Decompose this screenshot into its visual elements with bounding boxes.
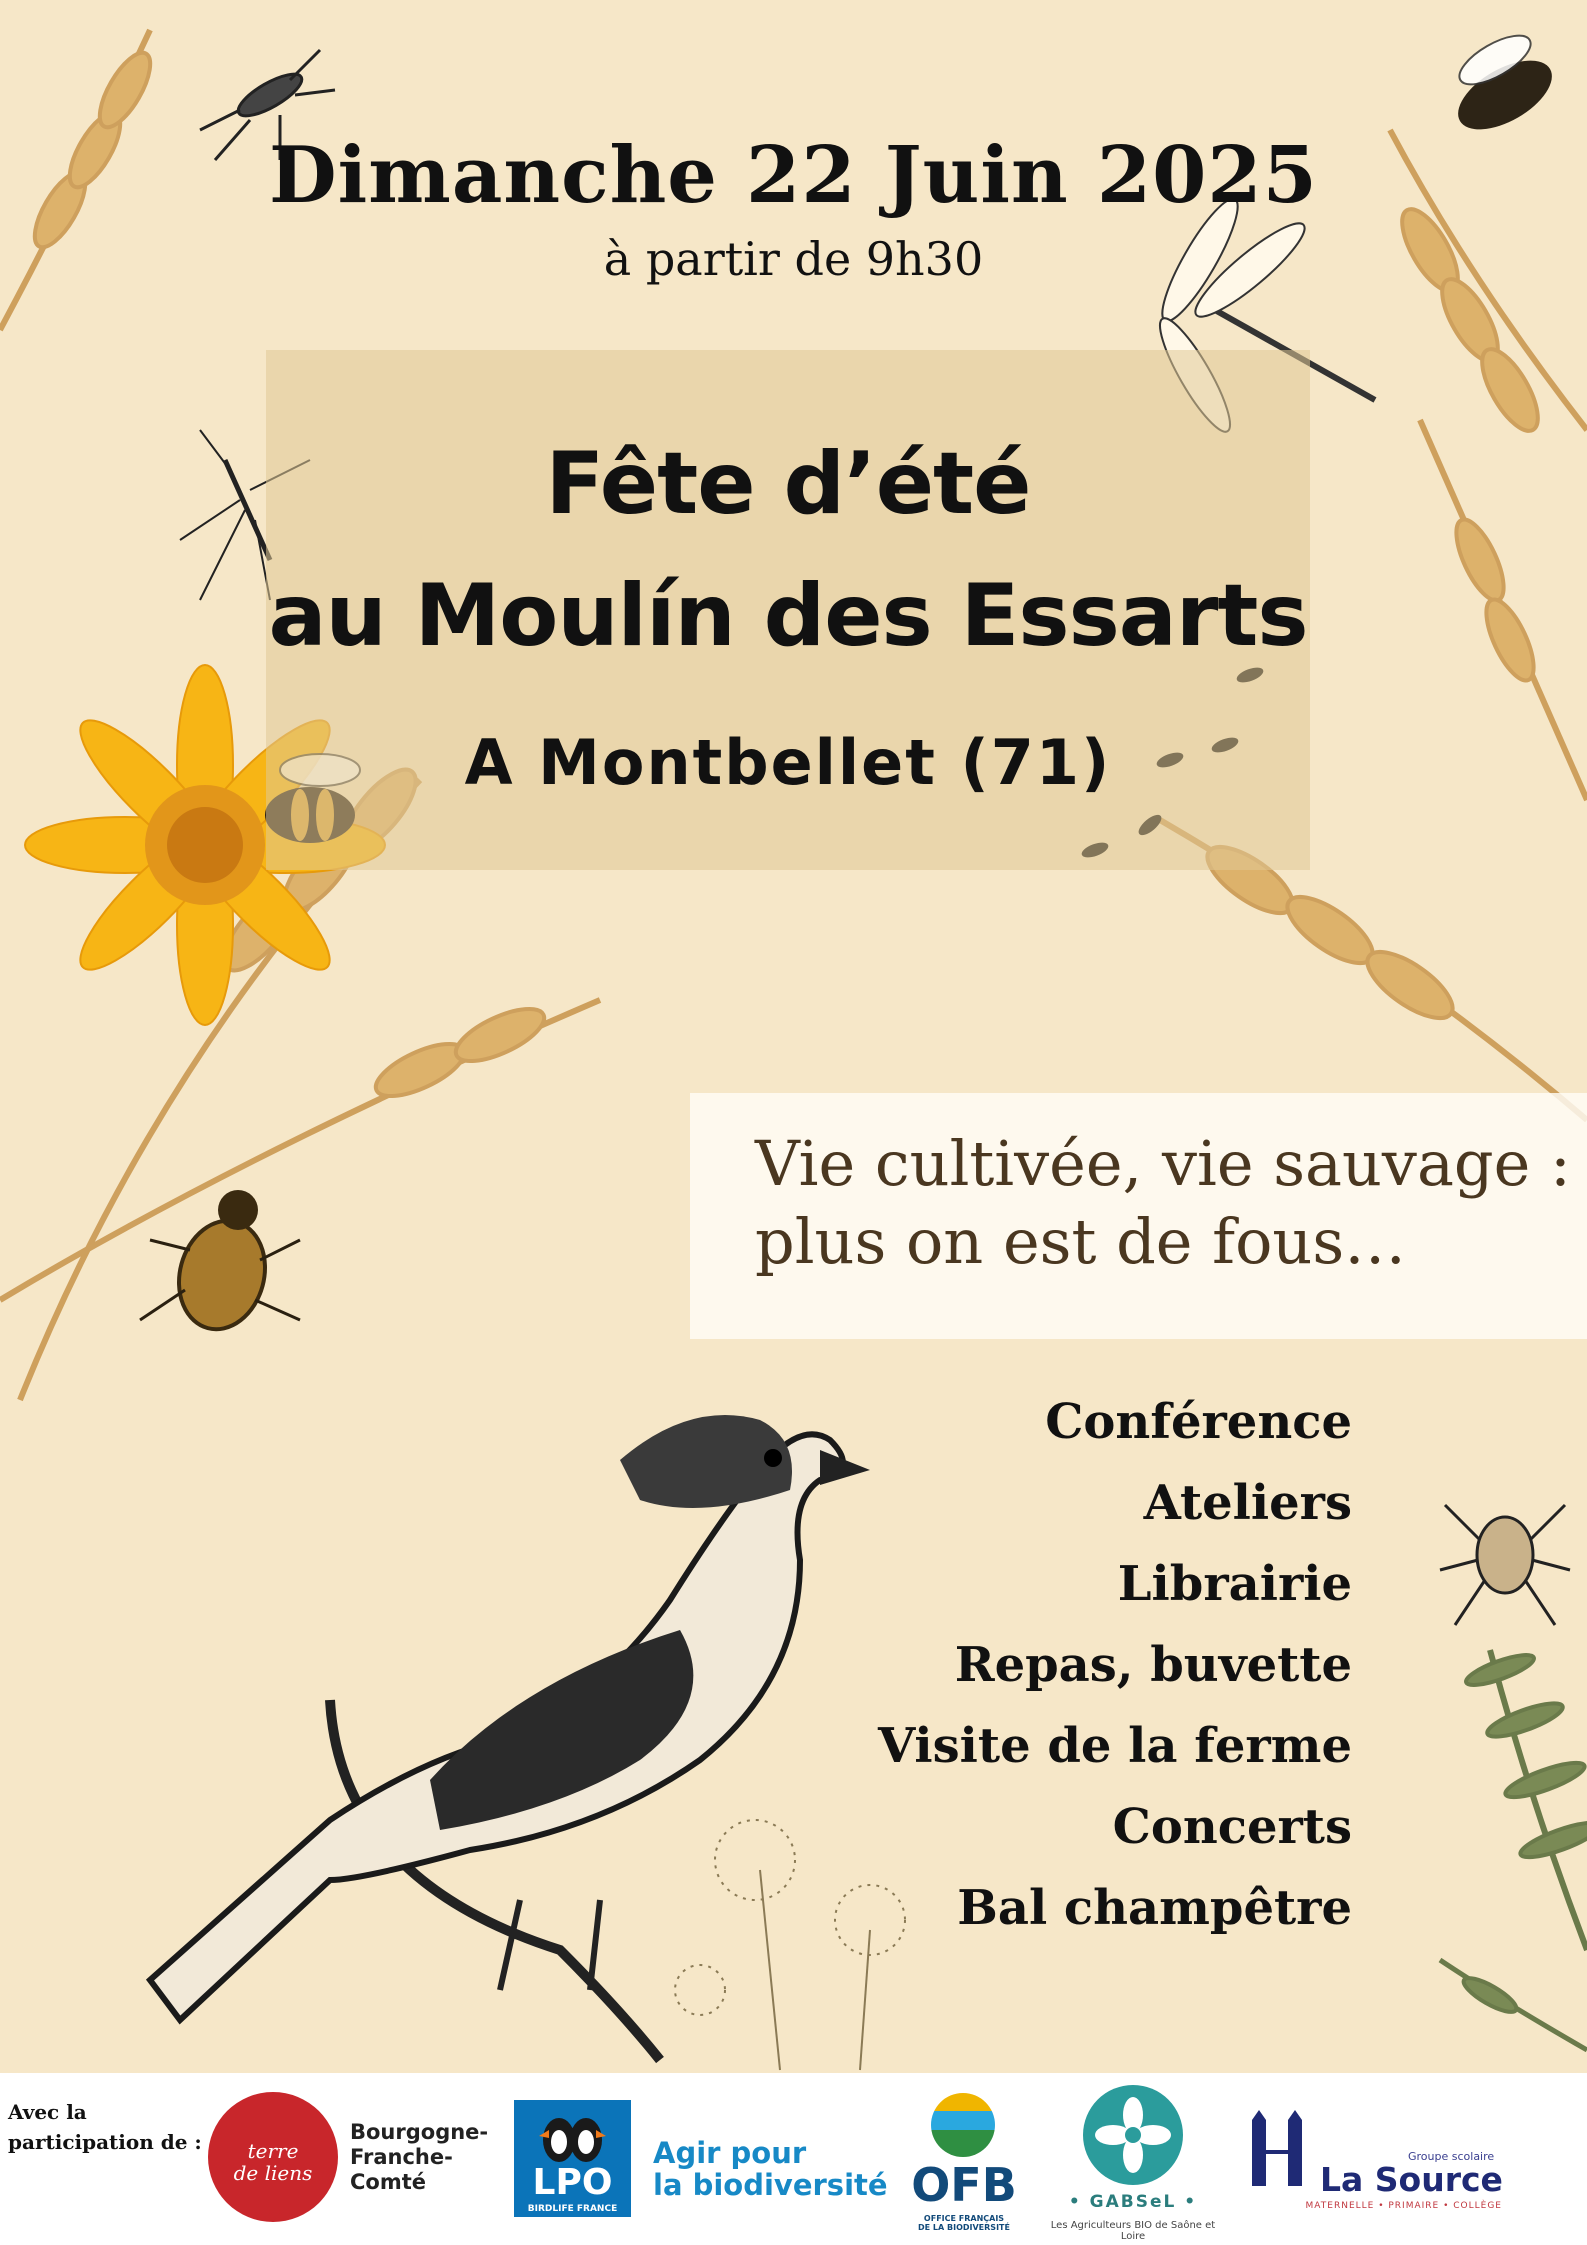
event-time: à partir de 9h30 xyxy=(603,232,984,286)
gabsel-name: • GABSeL • xyxy=(1068,2192,1198,2212)
program-item: Concerts xyxy=(1112,1799,1352,1855)
event-title xyxy=(266,418,1310,682)
region-line2: Franche- xyxy=(350,2145,453,2169)
bee-top-right xyxy=(1447,26,1563,143)
partners-intro-line2: participation de : xyxy=(8,2130,202,2154)
region-line1: Bourgogne- xyxy=(350,2120,489,2144)
program-item: Librairie xyxy=(1117,1556,1352,1612)
tagline-line1: Vie cultivée, vie sauvage : xyxy=(755,1127,1571,1200)
region-line3: Comté xyxy=(350,2170,427,2194)
program-item: Conférence xyxy=(1045,1394,1352,1450)
gabsel-flower-icon xyxy=(1083,2085,1183,2185)
ofb-subtitle xyxy=(905,2214,1023,2232)
program-item: Visite de la ferme xyxy=(878,1718,1352,1774)
program-item: Ateliers xyxy=(1143,1475,1352,1531)
partners-intro xyxy=(8,2097,202,2157)
terre-de-liens-text xyxy=(208,2140,338,2184)
la-source-name: La Source xyxy=(1320,2160,1503,2199)
gabsel-subtitle: Les Agriculteurs BIO de Saône et Loire xyxy=(1050,2220,1216,2242)
tagline xyxy=(755,1125,1575,1281)
ofb-subtitle-line2: DE LA BIODIVERSITÉ xyxy=(918,2223,1010,2232)
la-source-caption: Groupe scolaire xyxy=(1408,2150,1495,2163)
partners-intro-line1: Avec la xyxy=(8,2100,87,2124)
event-title-line2: au Moulín des Essarts xyxy=(268,566,1308,666)
beetle xyxy=(140,1190,300,1339)
puffin-icon xyxy=(514,2100,631,2170)
region-label xyxy=(350,2120,488,2195)
fern xyxy=(1440,1649,1587,2050)
queen-annes-lace xyxy=(675,1820,905,2070)
agir-line1: Agir pour xyxy=(653,2136,807,2170)
terre-de-liens-line1: terre xyxy=(247,2139,299,2163)
event-place: A Montbellet (71) xyxy=(464,726,1112,799)
lpo-name: LPO xyxy=(532,2162,613,2203)
agir-line2: la biodiversité xyxy=(653,2168,888,2202)
event-date: Dimanche 22 Juin 2025 xyxy=(269,130,1318,221)
ofb-emblem-icon xyxy=(931,2093,995,2157)
program-list xyxy=(878,1382,1352,1949)
terre-de-liens-line2: de liens xyxy=(233,2161,313,2185)
agir-biodiversite xyxy=(653,2137,888,2201)
event-title-line1: Fête d’été xyxy=(545,434,1031,534)
la-source-subtitle: MATERNELLE • PRIMAIRE • COLLÈGE xyxy=(1305,2201,1502,2211)
bird xyxy=(150,1415,870,2060)
program-item: Bal champêtre xyxy=(957,1880,1352,1936)
tagline-line2: plus on est de fous… xyxy=(755,1205,1407,1278)
lpo-subtitle: BIRDLIFE FRANCE xyxy=(527,2204,618,2214)
school-building-icon xyxy=(1248,2110,1308,2190)
spider xyxy=(1440,1505,1570,1625)
ofb-subtitle-line1: OFFICE FRANÇAIS xyxy=(923,2214,1005,2223)
ofb-name: OFB xyxy=(911,2158,1017,2212)
program-item: Repas, buvette xyxy=(954,1637,1352,1693)
